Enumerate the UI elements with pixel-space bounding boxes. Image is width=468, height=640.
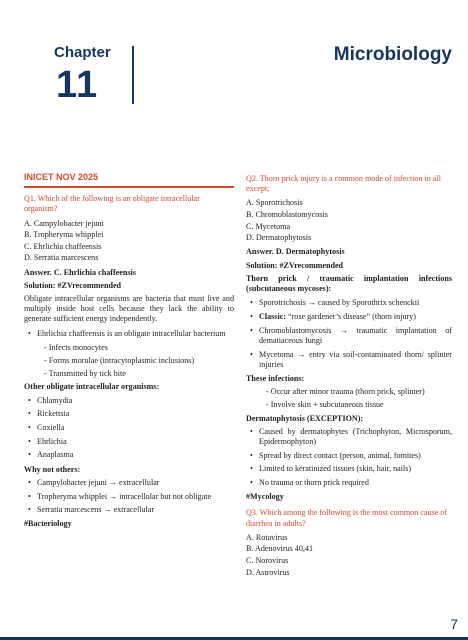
chapter-divider [132,46,134,104]
exam-tag: INICET NOV 2025 [24,172,99,182]
list-item: • Chlamydia [24,396,234,406]
list-item: • Caused by dermatophytes (Trichophyton, Microsporum, Epidermophyton) [246,427,452,447]
option: C. Norovirus [246,556,289,566]
question-2-options [246,198,452,243]
list-item: • No trauma or thorn prick required [246,478,452,488]
page-number: 7 [450,616,458,632]
option: A. Campylobacter jejuni [24,218,104,228]
chapter-number: 11 [56,64,99,106]
list-item [246,326,452,346]
right-column [246,174,452,582]
sub-point: - Occur after minor trauma (thorn prick, splinter) [266,387,425,397]
these-infections-header: These infections: [246,373,305,383]
sub-point: - Infects monocytes [44,342,108,352]
list-item: • Ehrlichia [24,437,234,447]
list-item-text: Chromoblastomycosis → traumatic implantation of dematiaceous fungi [259,325,452,345]
question-1-bullets [24,329,234,339]
list-item [246,298,452,308]
dermatophytosis-list [246,427,452,489]
sub-point: - Transmitted by tick bite [44,369,126,379]
other-organisms-list [24,396,234,461]
question-3-options [246,533,452,578]
question-1-answer: Answer. C. Ehrlichia chaffeensis [24,267,136,277]
list-item: • Serratia marcescens → extracellular [24,505,234,515]
option: B. Adenovirus 40,41 [246,544,313,554]
question-2-answer: Answer. D. Dermatophytosis [246,247,345,257]
option: D. Dermatophytosis [246,233,312,243]
option: D. Serratia marcescens [24,253,99,263]
list-item-text: Sporotrichosis → caused by Sporothrix schenckii [259,298,420,308]
option: A. Rotavirus [246,532,288,542]
why-not-header: Why not others: [24,464,81,474]
thorn-prick-header-rest: (subcutaneous mycoses): [246,284,332,293]
option: C. Mycetoma [246,221,291,231]
option: C. Ehrlichia chaffeensis [24,241,102,251]
list-item: • Anaplasma [24,450,234,460]
topic-tag: #Mycology [246,492,284,502]
option: B. Tropheryma whipplei [24,230,104,240]
thorn-prick-list [246,298,452,370]
list-item: • Rickettsia [24,409,234,419]
question-1-explanation: Obligate intracellular organisms are bacteria that must live and multiply inside host cells because they lack the ability to generate sufficient energy independently. [24,294,234,324]
thorn-prick-header [246,274,452,294]
exam-tag-rule [24,186,234,188]
list-item: • Campylobacter jejuni → extracellular [24,478,234,488]
question-3: Q3. Which among the following is the most common cause of diarrhea in adults? [246,508,448,528]
list-item: • Spread by direct contact (person, animal, fomites) [246,451,452,461]
chapter-title: Microbiology [333,44,452,65]
question-1-options [24,219,234,264]
why-not-list [24,478,234,516]
left-column [24,172,234,533]
sub-point: - Involve skin + subcutaneous tissue [266,400,384,410]
chapter-label: Chapter [54,44,111,61]
option: D. Astrovirus [246,567,290,577]
question-2-solution: Solution: #ZVrecommended [246,260,344,270]
option: A. Sporotrichosis [246,198,303,208]
list-item-text: Mycetoma → entry via soil-contaminated thorn/ splinter injuries [259,349,452,369]
list-item [246,350,452,370]
list-item: • Tropheryma whipplei → intracellular but not obligate [24,492,234,502]
dermatophytosis-header: Dermatophytosis (EXCEPTION): [246,413,364,423]
list-item-text: “rose gardener’s disease” (thorn injury) [285,311,416,321]
thorn-prick-header-bold: Thorn prick / traumatic implantation infections [246,273,452,283]
question-1-solution: Solution: #ZVrecommended [24,280,122,290]
other-organisms-header: Other obligate intracellular organisms: [24,382,160,392]
list-item: • Ehrlichia chaffeensis is an obligate intracellular bacterium [24,329,234,339]
list-item [246,312,452,322]
question-2: Q2. Thorn prick injury is a common mode of infection in all except; [246,174,441,194]
topic-tag: #Bacteriology [24,519,72,529]
option: B. Chromoblastomycosis [246,210,328,219]
question-1: Q1. Which of the following is an obligate intracellular organism? [24,194,200,214]
list-item: • Coxiella [24,423,234,433]
list-item: • Limited to keratinized tissues (skin, hair, nails) [246,464,452,474]
sub-point: - Forms morulae (intracytoplasmic inclusions) [44,356,195,366]
list-item-lead: Classic: [259,311,286,321]
